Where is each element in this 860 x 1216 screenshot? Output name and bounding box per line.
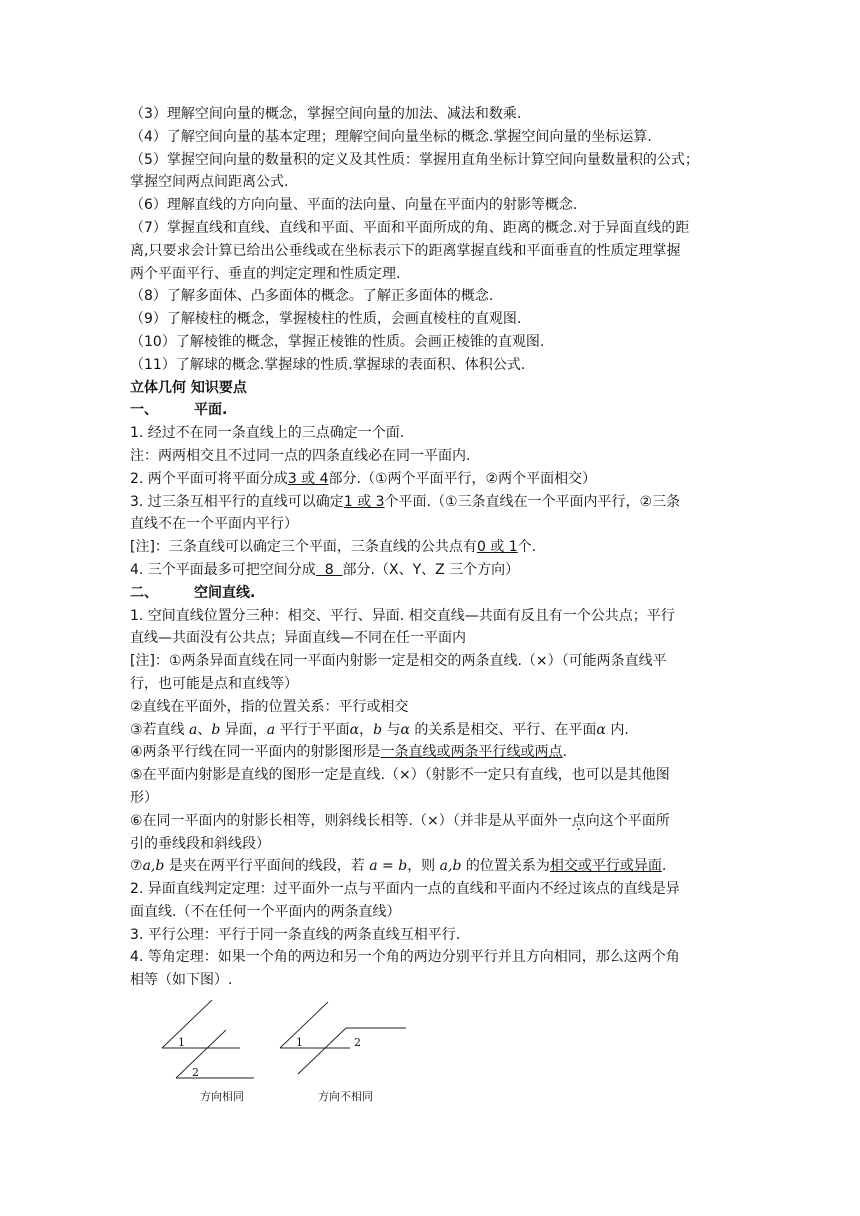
- section-title: 立体几何 知识要点: [130, 379, 247, 396]
- text: 部分.（X、Y、Z 三个方向）: [342, 561, 520, 578]
- text: 向这个平面所: [585, 812, 670, 829]
- text: ④两条平行线在同一平面内的射影图形是: [130, 744, 381, 761]
- text: ⑦: [130, 858, 143, 875]
- underlined-answer: 一条直线或两条平行线或两点: [380, 744, 563, 761]
- objective-line: （6）理解直线的方向向量、平面的法向量、向量在平面内的射影等概念.: [130, 197, 578, 214]
- objective-line: 两个平面平行、垂直的判定定理和性质定理.: [130, 265, 401, 282]
- text: 3. 过三条互相平行的直线可以确定: [130, 493, 344, 510]
- line-item: 3. 平行公理：平行于同一条直线的两条直线互相平行.: [130, 926, 461, 943]
- line-note: [130, 719, 734, 742]
- objective-line: （9）了解棱柱的概念，掌握棱柱的性质，会画直棱柱的直观图.: [130, 311, 522, 328]
- same-direction-diagram: [162, 1000, 254, 1103]
- underlined-answer: 8: [315, 561, 343, 578]
- text: ，: [359, 721, 374, 738]
- line-item: 直线—共面没有公共点；异面直线—不同在任一平面内: [130, 630, 466, 647]
- objective-line: （8）了解多面体、凸多面体的概念。了解正多面体的概念.: [130, 288, 494, 305]
- math-var: b: [373, 721, 383, 738]
- heading-number: 二、: [130, 584, 158, 601]
- plane-note: 注：两两相交且不过同一点的四条直线必在同一平面内.: [130, 447, 471, 464]
- text: 部分.（①两个平面平行，②两个平面相交）: [328, 470, 597, 487]
- objective-line: （11）了解球的概念.掌握球的性质.掌握球的表面积、体积公式.: [130, 356, 526, 373]
- plane-note: [130, 536, 734, 559]
- text: 异面，: [220, 721, 267, 738]
- line-note: 引的垂线段和斜线段）: [130, 835, 270, 852]
- line-note: ②直线在平面外，指的位置关系：平行或相交: [130, 698, 409, 715]
- math-expr: a = b: [369, 858, 408, 875]
- section-heading-plane: [130, 399, 734, 422]
- text: ，则: [407, 858, 440, 875]
- caption-same-direction: 方向相同: [200, 1090, 244, 1103]
- math-var: b: [211, 721, 221, 738]
- emphasis-dot-char: 点: [571, 812, 586, 829]
- heading-text: 空间直线.: [194, 584, 256, 601]
- math-var: a,b: [439, 858, 462, 875]
- text: ⑥在同一平面内的射影长相等，则斜线长相等.（×）（并非是从平面外一: [130, 812, 572, 829]
- objective-line: （5）掌握空间向量的数量积的定义及其性质：掌握用直角坐标计算空间向量数量积的公式；: [130, 151, 699, 168]
- angle2-ray-slanted: [298, 1028, 346, 1074]
- angle1-ray-slanted: [162, 1000, 212, 1048]
- text: 、: [197, 721, 212, 738]
- text: 的位置关系为: [461, 858, 550, 875]
- math-var: a,b: [142, 858, 165, 875]
- math-var: a: [266, 721, 276, 738]
- text: 2. 两个平面可将平面分成: [130, 470, 288, 487]
- text: 个.: [517, 539, 537, 556]
- text: 4. 三个平面最多可把空间分成: [130, 561, 316, 578]
- angle-label-1: 1: [296, 1036, 303, 1049]
- text: 平行于平面: [275, 721, 350, 738]
- underlined-answer: 1 或 3: [343, 493, 385, 510]
- objective-line: 离,只要求会计算已给出公垂线或在坐标表示下的距离掌握直线和平面垂直的性质定理掌握: [130, 242, 681, 259]
- different-direction-diagram: [280, 1002, 406, 1103]
- plane-item: [130, 468, 734, 491]
- line-note: [130, 855, 734, 878]
- math-var: α: [596, 721, 606, 738]
- equal-angle-figure: [150, 1000, 420, 1110]
- line-note: ⑤在平面内射影是直线的图形一定是直线.（×）（射影不一定只有直线，也可以是其他图: [130, 767, 670, 784]
- line-item: 相等（如下图）.: [130, 972, 233, 989]
- plane-item: 1. 经过不在同一条直线上的三点确定一个面.: [130, 425, 405, 442]
- line-item: 4. 等角定理：如果一个角的两边和另一个角的两边分别平行并且方向相同，那么这两个角: [130, 949, 680, 966]
- angle-label-2: 2: [354, 1036, 361, 1049]
- text: [注]：三条直线可以确定三个平面，三条直线的公共点有: [130, 539, 477, 556]
- objective-line: （4）了解空间向量的基本定理；理解空间向量坐标的概念.掌握空间向量的坐标运算.: [130, 128, 652, 145]
- document-body: [130, 103, 734, 992]
- line-note: [130, 741, 734, 764]
- text: 是夹在两平行平面间的线段，若: [164, 858, 370, 875]
- line-note: [130, 810, 734, 833]
- objective-line: 掌握空间两点间距离公式.: [130, 174, 289, 191]
- line-note: [注]：①两条异面直线在同一平面内射影一定是相交的两条直线.（×）（可能两条直线平: [130, 653, 667, 670]
- underlined-answer: 0 或 1: [476, 539, 518, 556]
- line-item: 2. 异面直线判定定理：过平面外一点与平面内一点的直线和平面内不经过该点的直线是异: [130, 881, 680, 898]
- text: 与: [382, 721, 401, 738]
- math-var: α: [400, 721, 410, 738]
- angle-label-2: 2: [192, 1066, 199, 1079]
- text: .: [562, 744, 568, 761]
- text: ③若直线: [130, 721, 190, 738]
- text: 个平面.（①三条直线在一个平面内平行，②三条: [384, 493, 681, 510]
- text: 内.: [605, 721, 629, 738]
- underlined-answer: 3 或 4: [287, 470, 329, 487]
- angle1-ray-slanted: [280, 1002, 328, 1048]
- objective-line: （3）理解空间向量的概念，掌握空间向量的加法、减法和数乘.: [130, 106, 522, 122]
- section-heading-line: [130, 582, 734, 605]
- line-item: 1. 空间直线位置分三种：相交、平行、异面. 相交直线—共面有反且有一个公共点；平行: [130, 607, 675, 624]
- plane-item: [130, 559, 734, 582]
- heading-text: 平面.: [194, 402, 228, 419]
- text: .: [661, 858, 667, 875]
- line-note: 行，也可能是点和直线等）: [130, 675, 298, 692]
- objective-line: （10）了解棱锥的概念，掌握正棱锥的性质。会画正棱锥的直观图.: [130, 333, 545, 350]
- caption-different-direction: 方向不相同: [318, 1090, 373, 1103]
- line-item: 面直线.（不在任何一个平面内的两条直线）: [130, 903, 401, 920]
- line-note: 形）: [130, 789, 158, 806]
- math-var: a: [189, 721, 198, 738]
- plane-item: [130, 491, 734, 514]
- underlined-answer: 相交或平行或异面: [549, 858, 662, 875]
- math-var: α: [349, 721, 360, 738]
- text: 的关系是相交、平行、在平面: [409, 721, 597, 738]
- heading-number: 一、: [130, 402, 158, 419]
- angle-label-1: 1: [178, 1036, 185, 1049]
- objective-line: （7）掌握直线和直线、直线和平面、平面和平面所成的角、距离的概念.对于异面直线的距: [130, 219, 690, 236]
- plane-item: 直线不在一个平面内平行）: [130, 516, 298, 533]
